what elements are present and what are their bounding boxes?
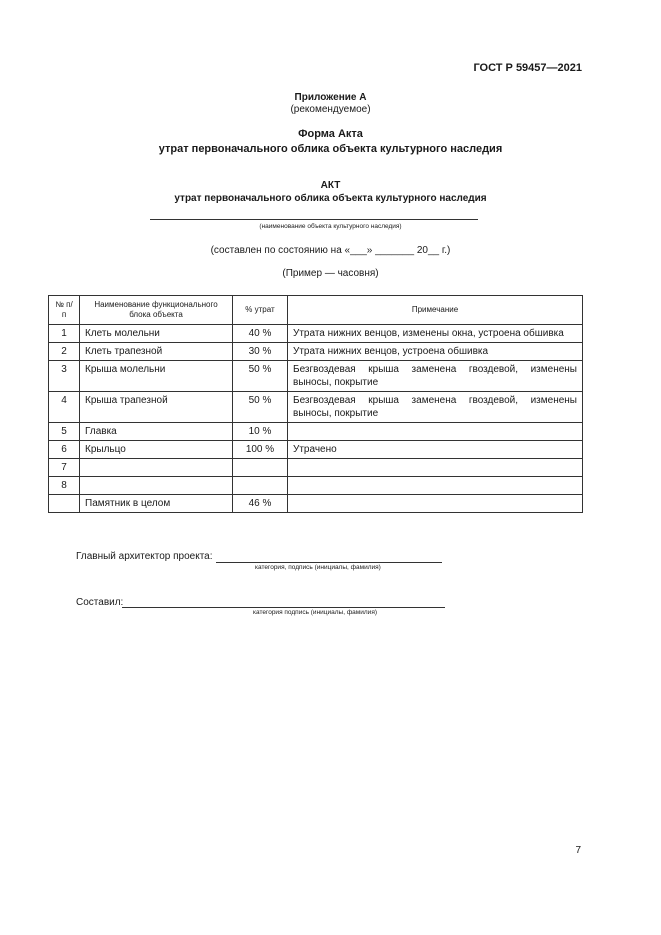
compiler-caption: категория подпись (инициалы, фамилия)	[253, 609, 378, 616]
standard-number: ГОСТ Р 59457—2021	[473, 62, 582, 74]
cell-percent: 46 %	[233, 495, 288, 513]
appendix-title: Приложение А	[294, 92, 367, 103]
act-title: АКТ	[320, 180, 341, 191]
cell-number: 5	[49, 423, 80, 441]
cell-percent	[233, 459, 288, 477]
cell-block: Клеть трапезной	[80, 343, 233, 361]
cell-note	[288, 495, 583, 513]
table-row	[49, 361, 583, 392]
losses-table	[48, 295, 583, 513]
table-row	[49, 441, 583, 459]
architect-label: Главный архитектор проекта:	[76, 551, 213, 562]
cell-number: 8	[49, 477, 80, 495]
form-subtitle: утрат первоначального облика объекта культурного наследия	[158, 143, 503, 155]
cell-block: Главка	[80, 423, 233, 441]
cell-block: Памятник в целом	[80, 495, 233, 513]
cell-percent: 50 %	[233, 392, 288, 423]
cell-percent: 50 %	[233, 361, 288, 392]
cell-number: 2	[49, 343, 80, 361]
cell-block: Крыльцо	[80, 441, 233, 459]
table-row	[49, 343, 583, 361]
appendix-status: (рекомендуемое)	[290, 104, 371, 115]
architect-caption: категория, подпись (инициалы, фамилия)	[255, 564, 381, 571]
cell-block: Крыша молельни	[80, 361, 233, 392]
cell-block	[80, 477, 233, 495]
form-title: Форма Акта	[298, 128, 363, 140]
table-row	[49, 423, 583, 441]
col-header-note: Примечание	[288, 296, 583, 325]
col-header-block: Наименование функционального блока объекта	[80, 296, 233, 325]
architect-signature-line	[216, 562, 442, 563]
table-header-row	[49, 296, 583, 325]
cell-note	[288, 459, 583, 477]
cell-number	[49, 495, 80, 513]
cell-note: Утрата нижних венцов, устроена обшивка	[288, 343, 583, 361]
cell-block: Клеть молельни	[80, 325, 233, 343]
compiler-signature-line	[122, 607, 445, 608]
cell-block: Крыша трапезной	[80, 392, 233, 423]
cell-percent: 100 %	[233, 441, 288, 459]
cell-note	[288, 477, 583, 495]
col-header-percent: % утрат	[233, 296, 288, 325]
example-label: (Пример — часовня)	[282, 268, 379, 279]
cell-note: Безгвоздевая крыша заменена гвоздевой, изменены выносы, покрытие	[288, 392, 583, 423]
cell-number: 4	[49, 392, 80, 423]
table-row	[49, 325, 583, 343]
cell-percent	[233, 477, 288, 495]
cell-percent: 40 %	[233, 325, 288, 343]
compiled-date: (составлен по состоянию на «___» _______ 20__ г.)	[210, 245, 451, 256]
cell-number: 1	[49, 325, 80, 343]
object-name-caption: (наименование объекта культурного наследия)	[259, 223, 402, 230]
cell-note: Безгвоздевая крыша заменена гвоздевой, изменены выносы, покрытие	[288, 361, 583, 392]
cell-number: 7	[49, 459, 80, 477]
page-number: 7	[575, 845, 581, 856]
object-name-line	[150, 219, 478, 220]
act-subtitle: утрат первоначального облика объекта культурного наследия	[174, 193, 487, 204]
cell-note: Утрачено	[288, 441, 583, 459]
col-header-number: № п/п	[49, 296, 80, 325]
cell-block	[80, 459, 233, 477]
cell-note	[288, 423, 583, 441]
table-row-total	[49, 495, 583, 513]
cell-number: 6	[49, 441, 80, 459]
cell-note: Утрата нижних венцов, изменены окна, устроена обшивка	[288, 325, 583, 343]
table-row	[49, 459, 583, 477]
table-row	[49, 392, 583, 423]
table-row	[49, 477, 583, 495]
cell-percent: 30 %	[233, 343, 288, 361]
compiler-label: Составил:	[76, 597, 124, 608]
cell-number: 3	[49, 361, 80, 392]
cell-percent: 10 %	[233, 423, 288, 441]
